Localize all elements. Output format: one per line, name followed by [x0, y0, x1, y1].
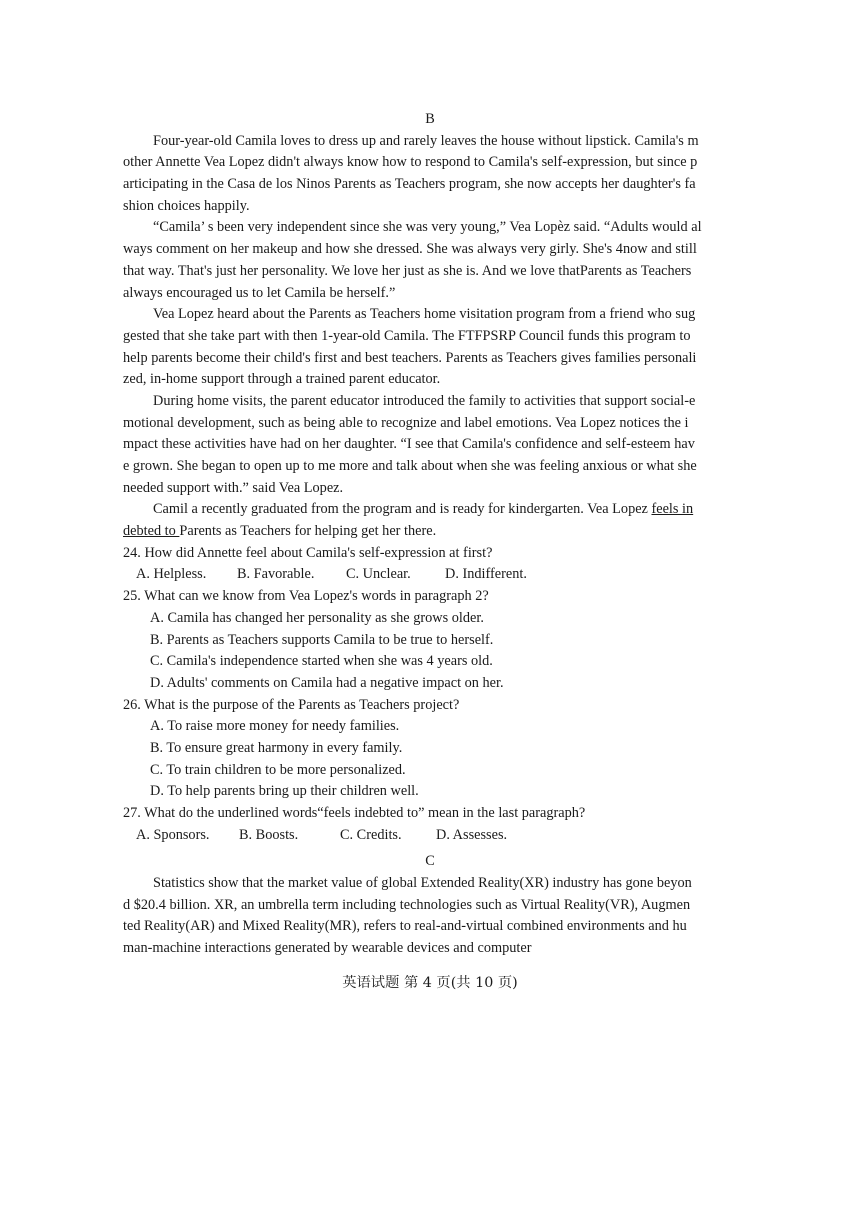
option-b: B. Boosts. [239, 826, 299, 843]
b-p2-line: “Camila’ s been very independent since she was very young,” Vea Lopèz said. “Adults would al [153, 219, 702, 236]
b-p4-line: mpact these activities have had on her daughter. “I see that Camila's confidence and self-esteem hav [123, 436, 695, 453]
b-p5-text: Parents as Teachers for helping get her there. [179, 523, 437, 540]
b-p1-line: Four-year-old Camila loves to dress up and rarely leaves the house without lipstick. Camila's m [153, 132, 699, 149]
question-26-stem: 26. What is the purpose of the Parents as Teachers project? [123, 696, 460, 713]
b-p4-line: e grown. She began to open up to me more and talk about when she was feeling anxious or what she [123, 458, 697, 474]
page-footer: 英语试题 第 4 页(共 10 页) [342, 975, 518, 991]
option-d: D. Indifferent. [445, 566, 527, 583]
section-c-heading: C [425, 853, 435, 870]
b-p3-line: zed, in-home support through a trained parent educator. [123, 371, 441, 388]
text-column [123, 109, 737, 960]
b-p5-text: Camil a recently graduated from the program and is ready for kindergarten. Vea Lopez [153, 501, 652, 518]
section-b-heading: B [425, 111, 435, 127]
b-p4-line: During home visits, the parent educator introduced the family to activities that support social-e [153, 392, 696, 409]
option-c: C. Unclear. [346, 566, 411, 583]
b-p2-line: that way. That's just her personality. We love her just as she is. And we love thatParents as Teachers [123, 262, 692, 279]
b-p5-line [123, 499, 737, 521]
option-c: C. Camila's independence started when she was 4 years old. [150, 653, 493, 670]
b-p1-line: other Annette Vea Lopez didn't always know how to respond to Camila's self-expression, but since p [123, 154, 698, 171]
option-b: B. Favorable. [237, 566, 315, 583]
option-a: A. To raise more money for needy families. [150, 718, 400, 735]
b-p4-line: motional development, such as being able to recognize and label emotions. Vea Lopez notices the i [123, 414, 689, 431]
c-p1-line: man-machine interactions generated by wearable devices and computer [123, 940, 532, 957]
option-d: D. Assesses. [436, 826, 508, 843]
b-p4-line: needed support with.” said Vea Lopez. [123, 479, 344, 496]
option-c: C. To train children to be more personalized. [150, 761, 406, 778]
question-24-options [123, 564, 737, 586]
question-25-stem: 25. What can we know from Vea Lopez's words in paragraph 2? [123, 588, 489, 605]
question-24-stem: 24. How did Annette feel about Camila's self-expression at first? [123, 544, 493, 561]
underlined-phrase: debted to [123, 523, 180, 540]
b-p2-line: always encouraged us to let Camila be herself.” [123, 284, 396, 301]
c-p1-line: Statistics show that the market value of global Extended Reality(XR) industry has gone beyon [153, 875, 692, 892]
b-p3-line: Vea Lopez heard about the Parents as Teachers home visitation program from a friend who sug [153, 306, 696, 323]
option-d: D. Adults' comments on Camila had a negative impact on her. [150, 674, 504, 691]
b-p3-line: help parents become their child's first and best teachers. Parents as Teachers gives families personali [123, 349, 697, 366]
option-b: B. To ensure great harmony in every family. [150, 739, 403, 756]
option-b: B. Parents as Teachers supports Camila to be true to herself. [150, 631, 494, 648]
b-p5-line [123, 521, 737, 543]
c-p1-line: d $20.4 billion. XR, an umbrella term including technologies such as Virtual Reality(VR), Augmen [123, 896, 691, 913]
b-p1-line: articipating in the Casa de los Ninos Parents as Teachers program, she now accepts her daughter's fa [123, 176, 696, 193]
b-p1-line: shion choices happily. [123, 197, 250, 214]
option-d: D. To help parents bring up their children well. [150, 783, 419, 800]
option-c: C. Credits. [340, 826, 402, 843]
b-p3-line: gested that she take part with then 1-year-old Camila. The FTFPSRP Council funds this program to [123, 327, 691, 344]
option-a: A. Sponsors. [136, 826, 210, 843]
underlined-phrase: feels in [651, 501, 694, 518]
question-27-stem: 27. What do the underlined words“feels indebted to” mean in the last paragraph? [123, 805, 586, 821]
question-27-options [123, 825, 737, 847]
option-a: A. Helpless. [136, 566, 207, 583]
c-p1-line: ted Reality(AR) and Mixed Reality(MR), refers to real-and-virtual combined environments and hu [123, 918, 687, 935]
b-p2-line: ways comment on her makeup and how she dressed. She was always very girly. She's 4now and still [123, 241, 697, 258]
option-a: A. Camila has changed her personality as she grows older. [150, 609, 484, 626]
